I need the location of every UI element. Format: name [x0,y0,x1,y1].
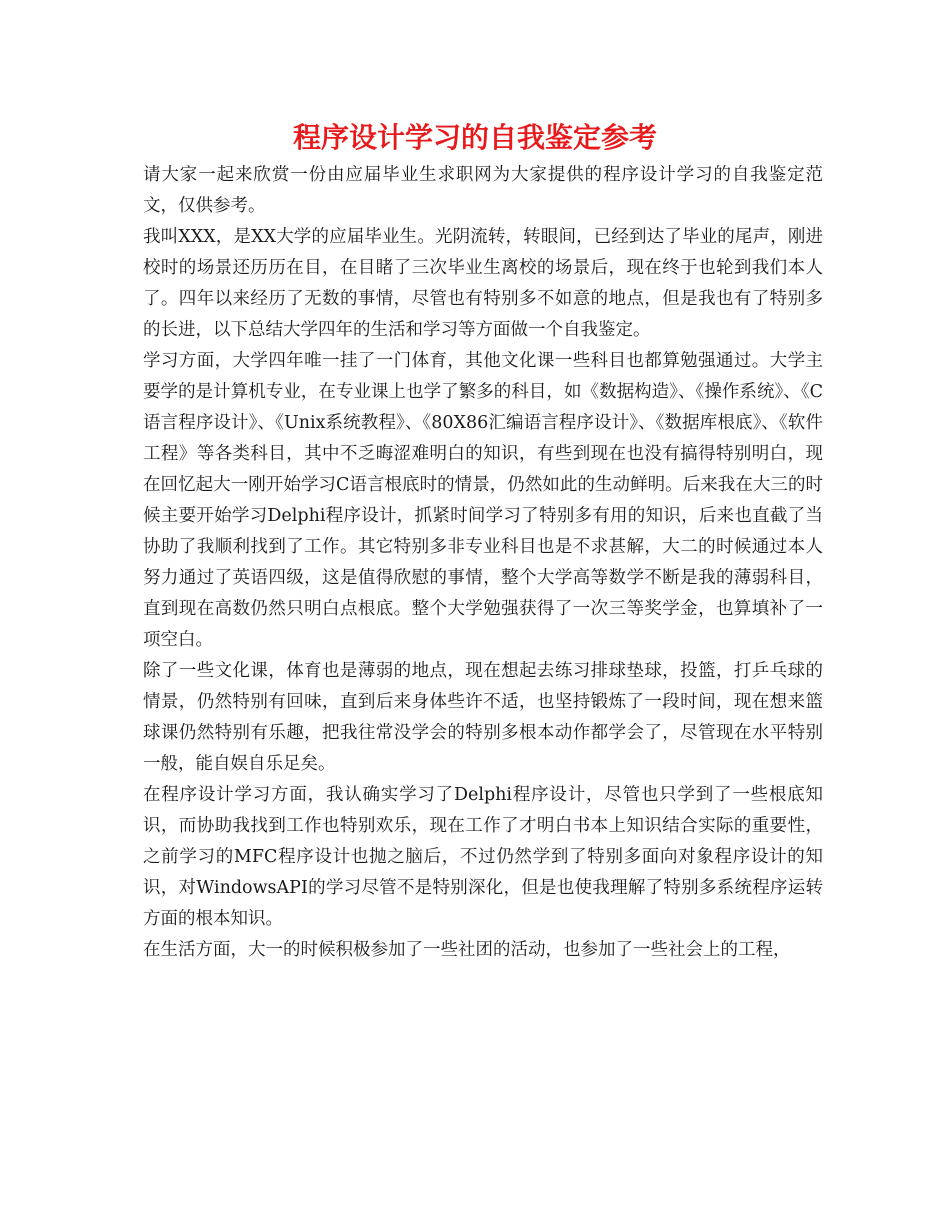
paragraph-programming: 在程序设计学习方面，我认确实学习了Delphi程序设计，尽管也只学到了一些根底知识，而协助我找到工作也特别欢乐，现在工作了才明白书本上知识结合实际的重要性，之前学习的MFC程序设计也抛之脑后，不过仍然学到了特别多面向对象程序设计的知识，对WindowsAPI的学习尽管不是特别深化，但是也使我理解了特别多系统程序运转方面的根本知识。 [143,785,823,929]
paragraph-self-intro: 我叫XXX，是XX大学的应届毕业生。光阴流转，转眼间，已经到达了毕业的尾声，刚进校时的场景还历历在目，在目睹了三次毕业生离校的场景后，现在终于也轮到我们本人了。四年以来经历了无数的事情，尽管也有特别多不如意的地点，但是我也有了特别多的长进，以下总结大学四年的生活和学习等方面做一个自我鉴定。 [143,227,823,340]
paragraph-intro: 请大家一起来欣赏一份由应届毕业生求职网为大家提供的程序设计学习的自我鉴定范文，仅供参考。 [143,165,823,216]
paragraph-life: 在生活方面，大一的时候积极参加了一些社团的活动，也参加了一些社会上的工程， [143,940,791,960]
document-body [143,160,823,966]
paragraph-sports: 除了一些文化课，体育也是薄弱的地点，现在想起去练习排球垫球，投篮，打乒乓球的情景，仍然特别有回味，直到后来身体些许不适，也坚持锻炼了一段时间，现在想来篮球课仍然特别有乐趣，把我往常没学会的特别多根本动作都学会了，尽管现在水平特别一般，能自娱自乐足矣。 [143,661,823,774]
document-title: 程序设计学习的自我鉴定参考 [292,121,657,154]
paragraph-study: 学习方面，大学四年唯一挂了一门体育，其他文化课一些科目也都算勉强通过。大学主要学的是计算机专业，在专业课上也学了繁多的科目，如《数据构造》、《操作系统》、《C语言程序设计》、《Unix系统教程》、《80X86汇编语言程序设计》、《数据库根底》、《软件工程》等各类科目，其中不乏晦涩难明白的知识，有些到现在也没有搞得特别明白，现在回忆起大一刚开始学习C语言根底时的情景，仍然如此的生动鲜明。后来我在大三的时候主要开始学习Delphi程序设计，抓紧时间学习了特别多有用的知识，后来也直截了当协助了我顺利找到了工作。其它特别多非专业科目也是不求甚解，大二的时候通过本人努力通过了英语四级，这是值得欣慰的事情，整个大学高等数学不断是我的薄弱科目，直到现在高数仍然只明白点根底。整个大学勉强获得了一次三等奖学金，也算填补了一项空白。 [143,351,823,650]
